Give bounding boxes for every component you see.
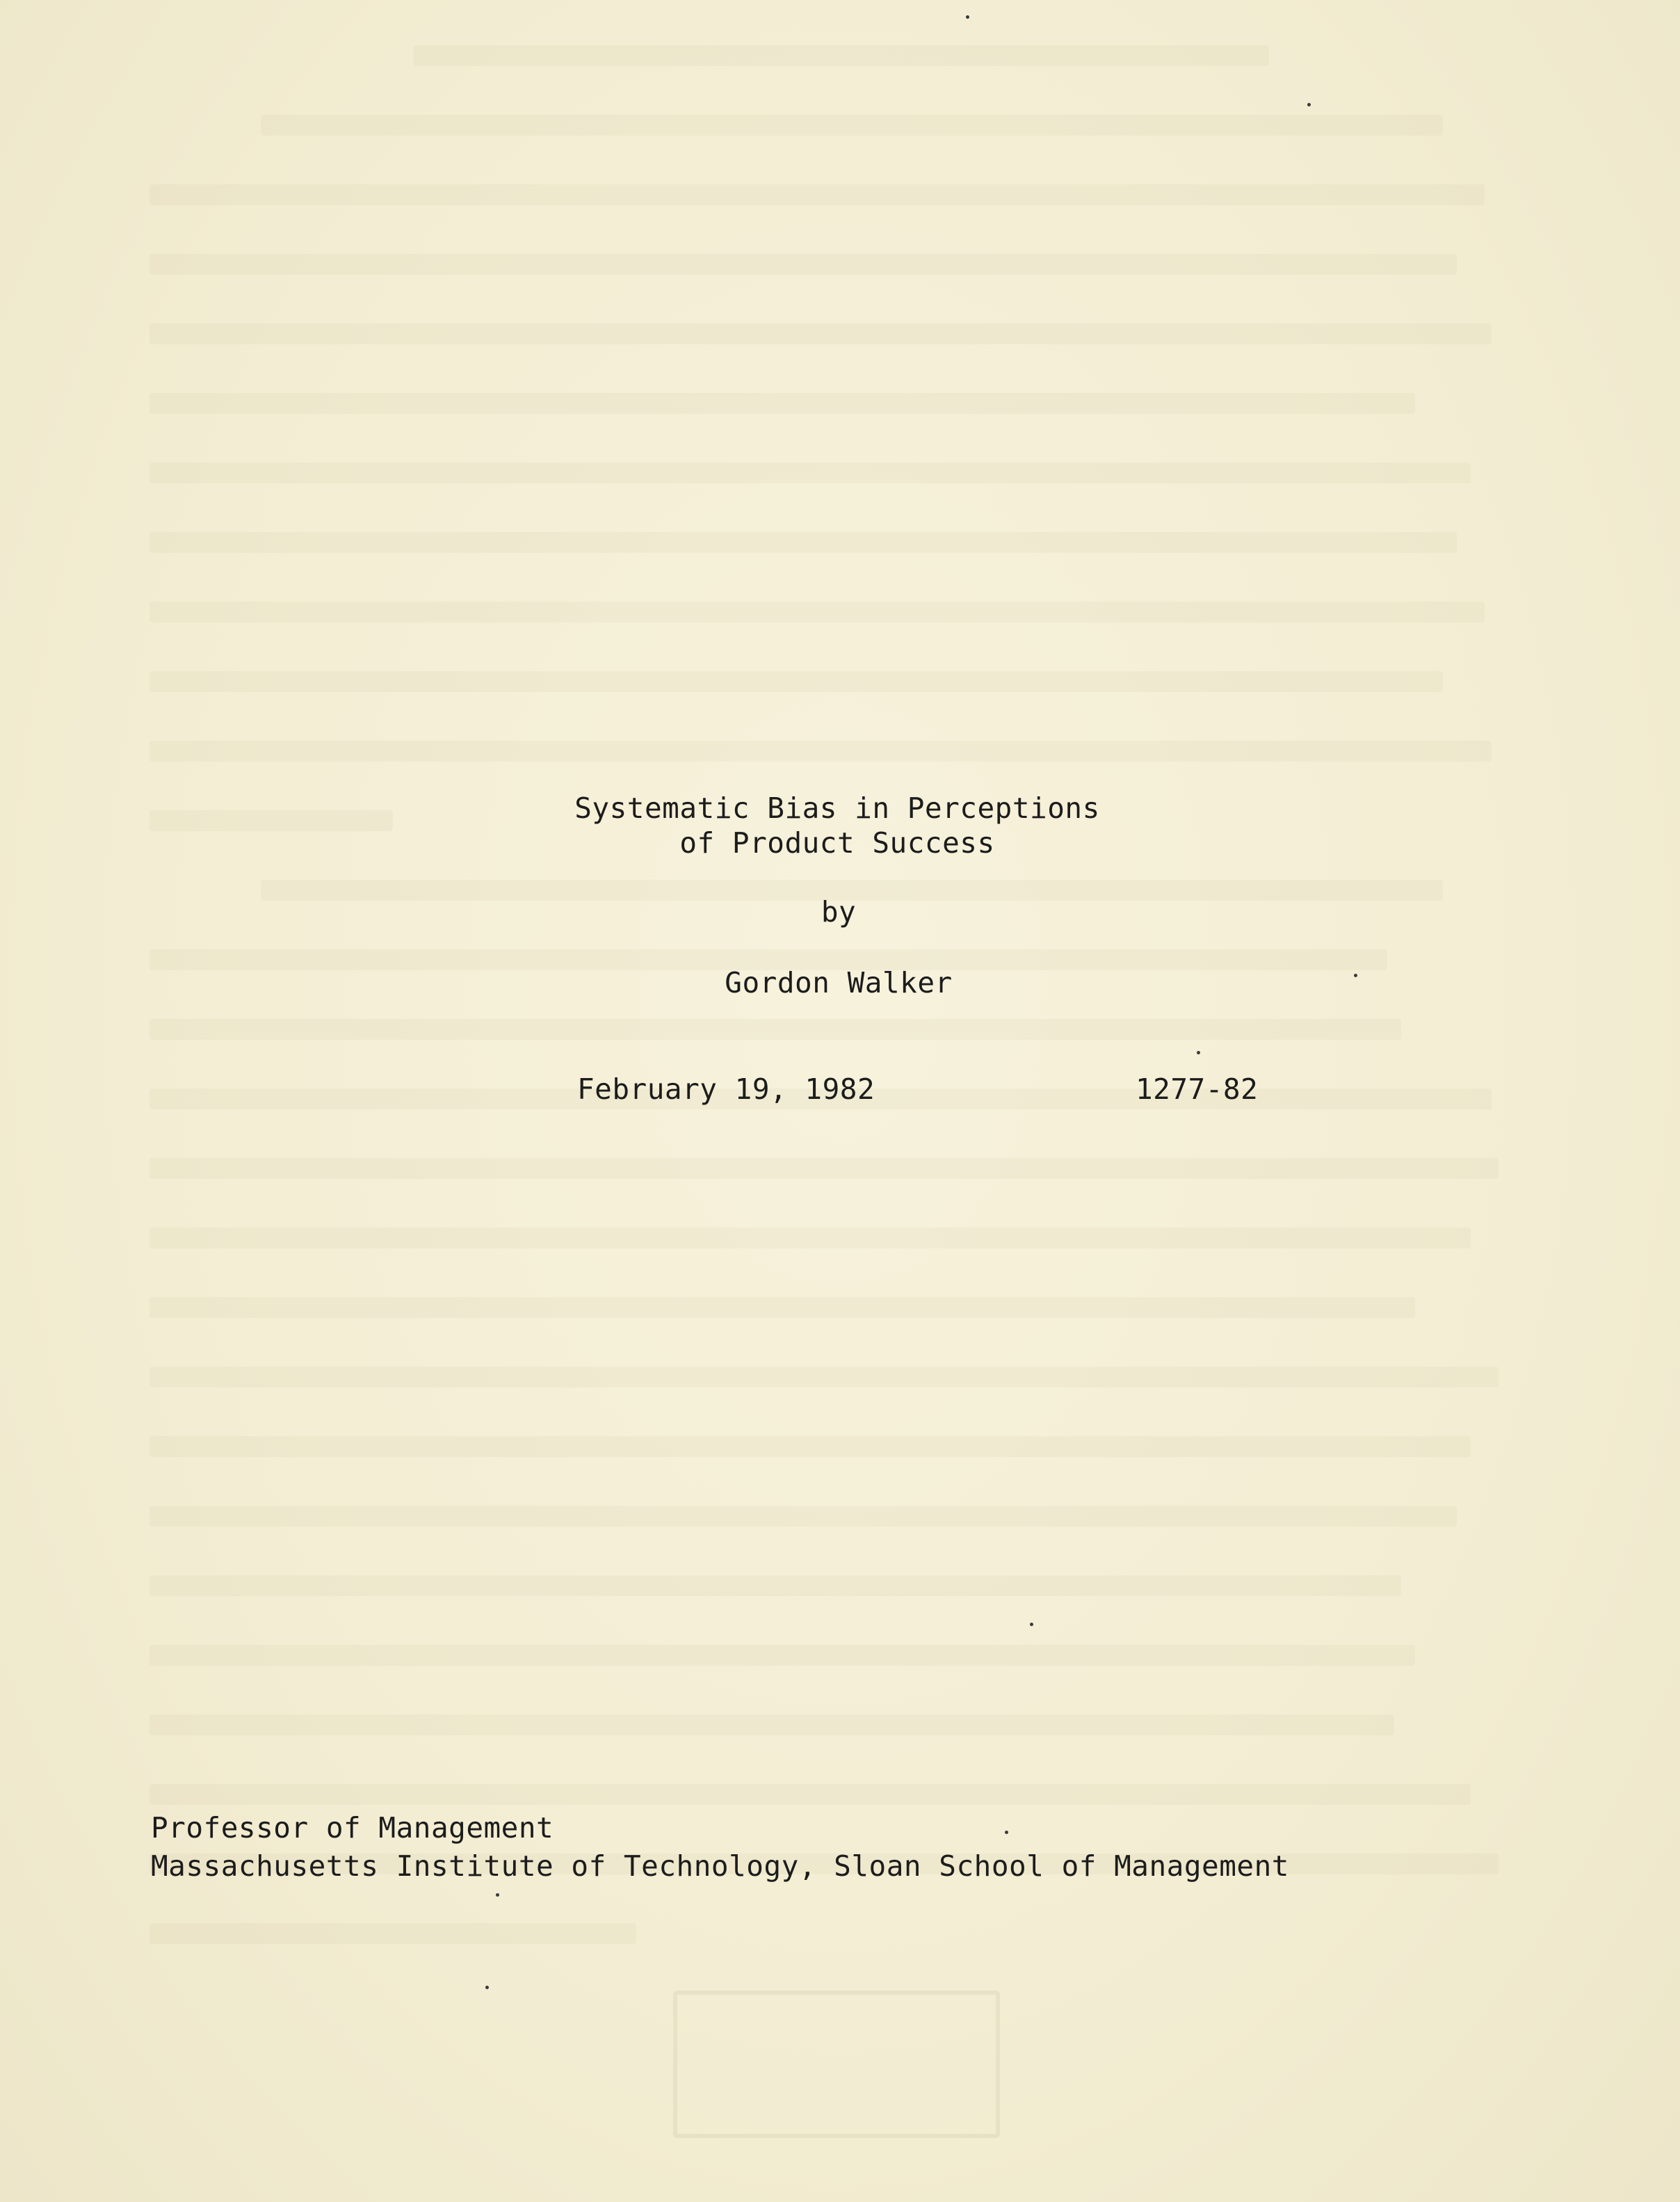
paper-speck xyxy=(496,1893,499,1897)
faded-library-stamp xyxy=(673,1991,1000,2138)
affiliation-institution: Massachusetts Institute of Technology, Sloan School of Management xyxy=(151,1849,1289,1883)
paper-speck xyxy=(1030,1623,1033,1626)
paper-speck xyxy=(1307,103,1311,106)
paper-speck xyxy=(1005,1831,1008,1834)
title-line-1: Systematic Bias in Perceptions xyxy=(574,791,1100,825)
author-name: Gordon Walker xyxy=(725,966,953,999)
paper-speck xyxy=(1197,1051,1200,1054)
paper-speck xyxy=(485,1986,489,1989)
report-date: February 19, 1982 xyxy=(577,1072,875,1106)
title-line-2: of Product Success xyxy=(679,826,995,860)
affiliation-title: Professor of Management xyxy=(151,1811,554,1845)
paper-speck xyxy=(1354,974,1357,977)
report-number: 1277-82 xyxy=(1136,1072,1259,1106)
by-line: by xyxy=(821,895,857,929)
paper-speck xyxy=(966,15,969,19)
